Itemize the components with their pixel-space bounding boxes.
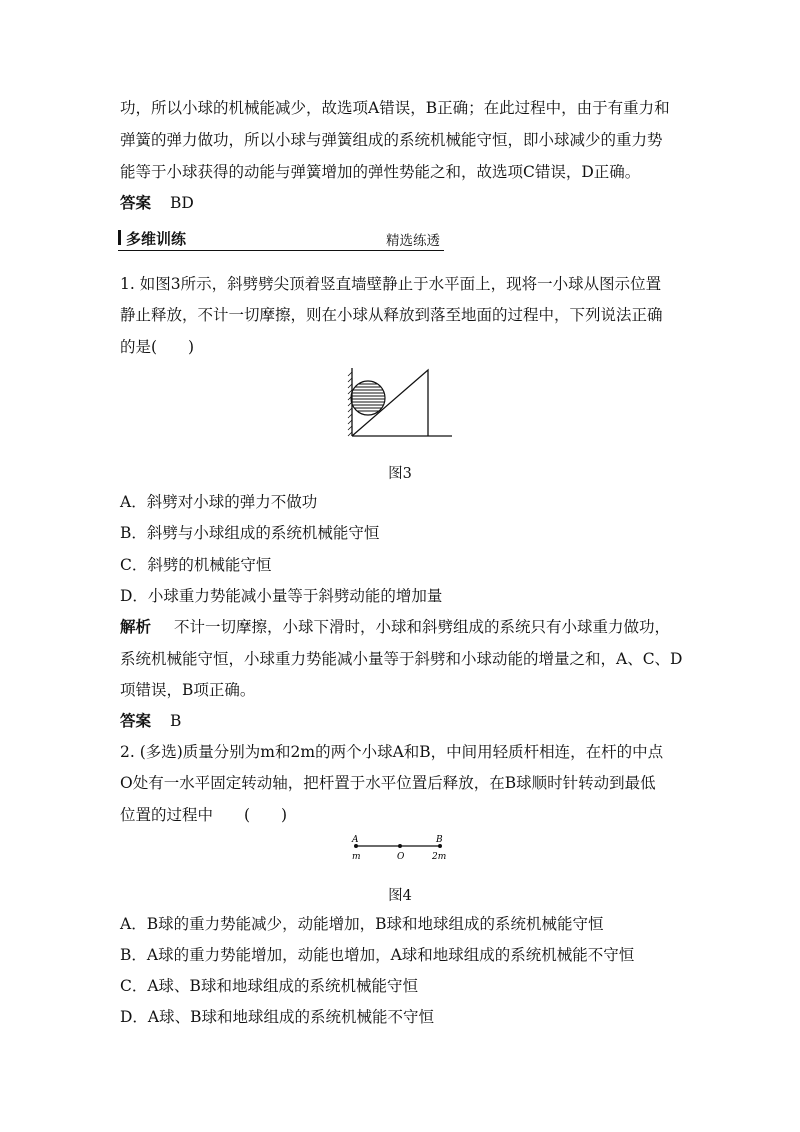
q1-option-c: C．斜劈的机械能守恒: [120, 556, 272, 574]
q2-figure-caption: 图4: [388, 888, 412, 904]
q2-option-a: A．B球的重力势能减少，动能增加，B球和地球组成的系统机械能守恒: [120, 915, 604, 933]
q1-stem-line-1: 1. 如图3所示，斜劈劈尖顶着竖直墙壁静止于水平面上，现将一小球从图示位置: [120, 275, 662, 293]
q1-analysis-text-1: 不计一切摩擦，小球下滑时，小球和斜劈组成的系统只有小球重力做功，: [173, 618, 670, 636]
prev-analysis-line-2: 弹簧的弹力做功，所以小球与弹簧组成的系统机械能守恒，即小球减少的重力势: [120, 131, 663, 149]
q1-figure-wedge-ball: [345, 364, 455, 440]
label-pivot: O: [397, 852, 405, 862]
q1-analysis-label: 解析: [120, 618, 152, 636]
q1-answer-value: B: [169, 712, 182, 730]
section-rule: [118, 250, 444, 251]
pivot-dot: [398, 844, 402, 848]
q1-analysis-line-1: [120, 617, 670, 637]
q1-option-a: A．斜劈对小球的弹力不做功: [120, 493, 318, 511]
q1-stem-line-2: 静止释放，不计一切摩擦，则在小球从释放到落至地面的过程中，下列说法正确: [120, 306, 663, 324]
q2-figure-rod: [346, 832, 452, 864]
prev-answer: [120, 193, 194, 213]
prev-answer-value: BD: [169, 194, 194, 212]
q2-option-d: D．A球、B球和地球组成的系统机械能不守恒: [120, 1008, 435, 1026]
q1-figure-caption: 图3: [388, 466, 412, 482]
q1-analysis-line-2: 系统机械能守恒，小球重力势能减小量等于斜劈和小球动能的增量之和，A、C、D: [120, 650, 683, 668]
prev-answer-label: 答案: [120, 194, 152, 212]
wedge-outline: [352, 370, 428, 436]
q1-option-d: D．小球重力势能减小量等于斜劈动能的增加量: [120, 587, 443, 605]
section-marker: [118, 230, 121, 245]
label-a: A: [352, 835, 359, 845]
q2-stem-line-1: 2. (多选)质量分别为m和2m的两个小球A和B，中间用轻质杆相连，在杆的中点: [120, 743, 664, 761]
q1-option-b: B．斜劈与小球组成的系统机械能守恒: [120, 524, 380, 542]
section-subtitle: 精选练透: [386, 233, 440, 249]
q1-answer-label: 答案: [120, 712, 152, 730]
q2-stem-line-3: 位置的过程中 ( ): [120, 806, 288, 824]
q1-stem-line-3: 的是( ): [120, 338, 195, 356]
section-header: [118, 228, 444, 248]
q2-option-b: B．A球的重力势能增加，动能也增加，A球和地球组成的系统机械能不守恒: [120, 946, 635, 964]
ball-outline: [351, 381, 385, 415]
label-mass-a: m: [352, 852, 361, 862]
prev-analysis-line-3: 能等于小球获得的动能与弹簧增加的弹性势能之和，故选项C错误，D正确。: [120, 163, 641, 181]
q2-stem-line-2: O处有一水平固定转动轴，把杆置于水平位置后释放，在B球顺时针转动到最低: [120, 774, 656, 792]
q2-option-c: C．A球、B球和地球组成的系统机械能守恒: [120, 977, 418, 995]
label-mass-b: 2m: [432, 852, 447, 862]
section-title: 多维训练: [126, 230, 187, 248]
q1-analysis-line-3: 项错误，B项正确。: [120, 681, 256, 699]
q1-answer: [120, 711, 181, 731]
label-b: B: [436, 835, 443, 845]
prev-analysis-line-1: 功，所以小球的机械能减少，故选项A错误，B正确；在此过程中，由于有重力和: [120, 99, 670, 117]
